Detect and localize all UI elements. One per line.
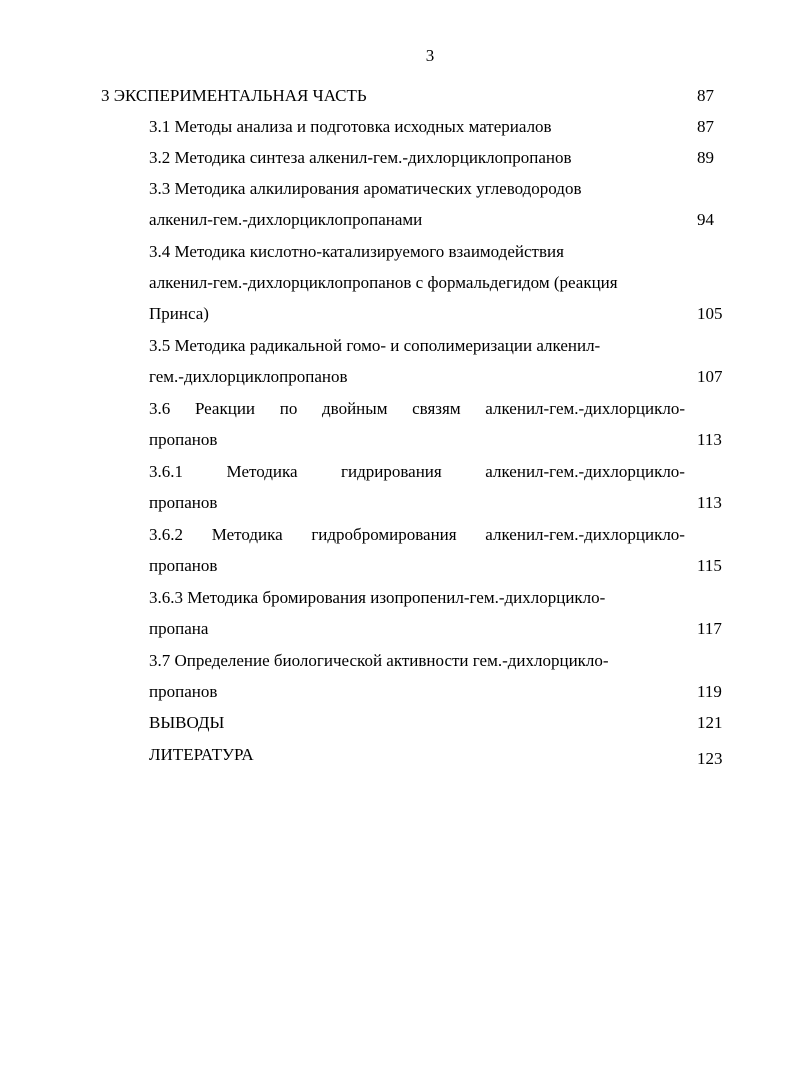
toc-3-6-1-page: 113 xyxy=(697,493,722,512)
toc-3-6-3-line1: 3.6.3 Методика бромирования изопропенил-гем.-дихлорцикло- xyxy=(149,588,606,607)
toc-3-7-line1: 3.7 Определение биологической активности гем.-дихлорцикло- xyxy=(149,651,609,670)
toc-3-3-page: 94 xyxy=(697,210,714,229)
toc-3-7-page: 119 xyxy=(697,682,722,701)
toc-3-6-1-word: 3.6.1 xyxy=(149,462,183,481)
toc-3-6-word: алкенил-гем.-дихлорцикло- xyxy=(485,399,685,418)
toc-3-6-line1 xyxy=(149,399,685,419)
toc-3-6-word: по xyxy=(279,399,298,418)
toc-3-4-line2: алкенил-гем.-дихлорциклопропанов с формальдегидом (реакция xyxy=(149,273,618,292)
toc-3-6-page: 113 xyxy=(697,430,722,449)
toc-3-6-2-word: 3.6.2 xyxy=(149,525,183,544)
toc-3-6-2-word: гидробромирования xyxy=(311,525,457,544)
toc-3-6-2-line2: пропанов xyxy=(149,556,218,575)
toc-3-6-word: связям xyxy=(412,399,461,418)
toc-3-6-2-word: алкенил-гем.-дихлорцикло- xyxy=(485,525,685,544)
toc-3-5-line1: 3.5 Методика радикальной гомо- и сополимеризации алкенил- xyxy=(149,336,601,355)
toc-3-3-line2: алкенил-гем.-дихлорциклопропанами xyxy=(149,210,423,229)
toc-section-3-title: 3 ЭКСПЕРИМЕНТАЛЬНАЯ ЧАСТЬ xyxy=(101,86,367,105)
toc-references-title: ЛИТЕРАТУРА xyxy=(149,745,254,764)
toc-3-6-line2: пропанов xyxy=(149,430,218,449)
toc-3-6-word: 3.6 xyxy=(149,399,171,418)
toc-3-4-line3: Принса) xyxy=(149,304,209,323)
toc-3-6-2-word: Методика xyxy=(211,525,283,544)
toc-3-7-line2: пропанов xyxy=(149,682,218,701)
toc-3-6-word: двойным xyxy=(322,399,388,418)
toc-3-6-1-line1 xyxy=(149,462,685,482)
toc-3-4-page: 105 xyxy=(697,304,723,323)
toc-section-3-page: 87 xyxy=(697,86,714,105)
toc-references-page: 123 xyxy=(697,749,723,768)
toc-conclusions-title: ВЫВОДЫ xyxy=(149,713,225,732)
toc-3-5-line2: гем.-дихлорциклопропанов xyxy=(149,367,348,386)
page-number: 3 xyxy=(425,46,435,65)
toc-3-2-page: 89 xyxy=(697,148,714,167)
toc-3-6-1-word: алкенил-гем.-дихлорцикло- xyxy=(485,462,685,481)
toc-3-3-line1: 3.3 Методика алкилирования ароматических углеводородов xyxy=(149,179,582,198)
toc-3-6-1-word: Методика xyxy=(226,462,298,481)
toc-3-6-2-page: 115 xyxy=(697,556,722,575)
toc-3-6-2-line1 xyxy=(149,525,685,545)
toc-3-6-1-word: гидрирования xyxy=(341,462,442,481)
toc-3-1-title: 3.1 Методы анализа и подготовка исходных материалов xyxy=(149,117,552,136)
toc-3-6-3-page: 117 xyxy=(697,619,722,638)
toc-3-4-line1: 3.4 Методика кислотно-катализируемого взаимодействия xyxy=(149,242,564,261)
toc-conclusions-page: 121 xyxy=(697,713,723,732)
toc-3-6-3-line2: пропана xyxy=(149,619,209,638)
toc-3-5-page: 107 xyxy=(697,367,723,386)
toc-3-1-page: 87 xyxy=(697,117,714,136)
toc-3-6-word: Реакции xyxy=(194,399,256,418)
toc-3-6-1-line2: пропанов xyxy=(149,493,218,512)
toc-3-2-title: 3.2 Методика синтеза алкенил-гем.-дихлорциклопропанов xyxy=(149,148,572,167)
